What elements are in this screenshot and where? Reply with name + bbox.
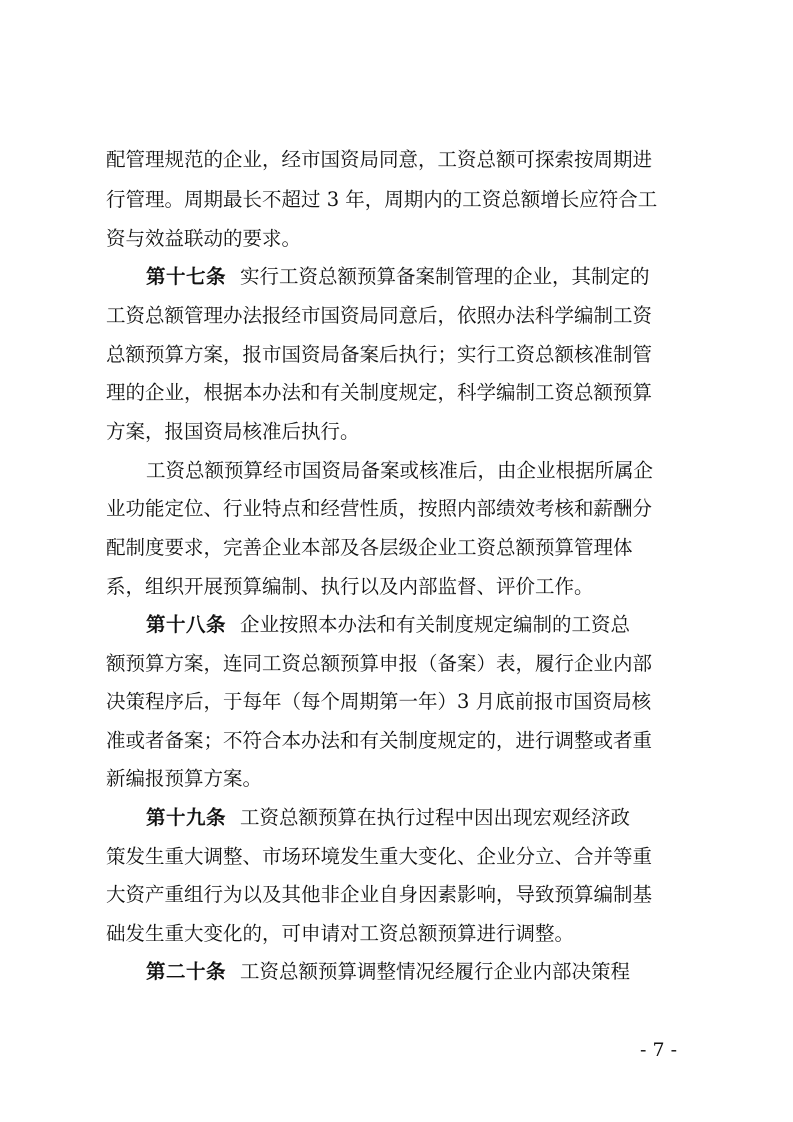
line-text: 理的企业，根据本办法和有关制度规定，科学编制工资总额预算 xyxy=(106,381,653,404)
paragraph-line xyxy=(106,531,633,565)
paragraph-line xyxy=(106,415,360,449)
line-text: 工资总额预算调整情况经履行企业内部决策程 xyxy=(240,960,631,983)
paragraph-line xyxy=(106,762,262,796)
page-number: - 7 - xyxy=(640,1039,678,1061)
line-text: 方案，报国资局核准后执行。 xyxy=(106,420,360,443)
article-number: 第十八条 xyxy=(146,613,227,636)
article-number: 第十七条 xyxy=(146,265,227,288)
paragraph-line xyxy=(106,338,652,372)
line-text: 工资总额管理办法报经市国资局同意后，依照办法科学编制工资 xyxy=(106,304,653,327)
line-text: 企业按照本办法和有关制度规定编制的工资总 xyxy=(240,613,631,636)
line-text: 决策程序后，于每年（每个周期第一年）3 月底前报市国资局核 xyxy=(106,690,652,713)
line-text: 实行工资总额预算备案制管理的企业，其制定的 xyxy=(240,265,650,288)
article-number: 第二十条 xyxy=(146,960,227,983)
paragraph-line xyxy=(106,570,594,604)
article-17-line xyxy=(146,260,650,294)
paragraph-line xyxy=(106,299,652,333)
paragraph-line xyxy=(106,222,301,256)
line-text: 大资产重组行为以及其他非企业自身因素影响，导致预算编制基 xyxy=(106,883,653,906)
line-text: 总额预算方案，报市国资局备案后执行；实行工资总额核准制管 xyxy=(106,343,653,366)
paragraph-line xyxy=(106,143,652,177)
paragraph-line xyxy=(106,840,652,874)
line-text: 配管理规范的企业，经市国资局同意，工资总额可探索按周期进 xyxy=(106,148,653,171)
line-text: 准或者备案；不符合本办法和有关制度规定的，进行调整或者重 xyxy=(106,729,653,752)
line-text: 配制度要求，完善企业本部及各层级企业工资总额预算管理体 xyxy=(106,536,633,559)
line-text: 新编报预算方案。 xyxy=(106,767,263,790)
line-text: 工资总额预算经市国资局备案或核准后，由企业根据所属企 xyxy=(146,459,654,482)
article-18-line xyxy=(146,608,630,642)
paragraph-line xyxy=(106,878,652,912)
article-20-line xyxy=(146,955,630,989)
line-text: 础发生重大变化的，可申请对工资总额预算进行调整。 xyxy=(106,922,575,945)
article-number: 第十九条 xyxy=(146,806,227,829)
line-text: 业功能定位、行业特点和经营性质，按照内部绩效考核和薪酬分 xyxy=(106,497,653,520)
line-text: 工资总额预算在执行过程中因出现宏观经济政 xyxy=(240,806,631,829)
paragraph-line xyxy=(106,917,574,951)
line-text: 资与效益联动的要求。 xyxy=(106,227,302,250)
line-text: 系，组织开展预算编制、执行以及内部监督、评价工作。 xyxy=(106,575,594,598)
paragraph-line xyxy=(146,454,653,488)
paragraph-line xyxy=(106,647,652,681)
paragraph-line xyxy=(106,183,657,217)
article-19-line xyxy=(146,801,630,835)
line-text: 策发生重大调整、市场环境发生重大变化、企业分立、合并等重 xyxy=(106,845,653,868)
line-text: 额预算方案，连同工资总额预算申报（备案）表，履行企业内部 xyxy=(106,652,653,675)
paragraph-line xyxy=(106,376,652,410)
paragraph-line xyxy=(106,685,651,719)
paragraph-line xyxy=(106,492,652,526)
line-text: 行管理。周期最长不超过 3 年，周期内的工资总额增长应符合工 xyxy=(106,188,658,211)
paragraph-line xyxy=(106,724,652,758)
